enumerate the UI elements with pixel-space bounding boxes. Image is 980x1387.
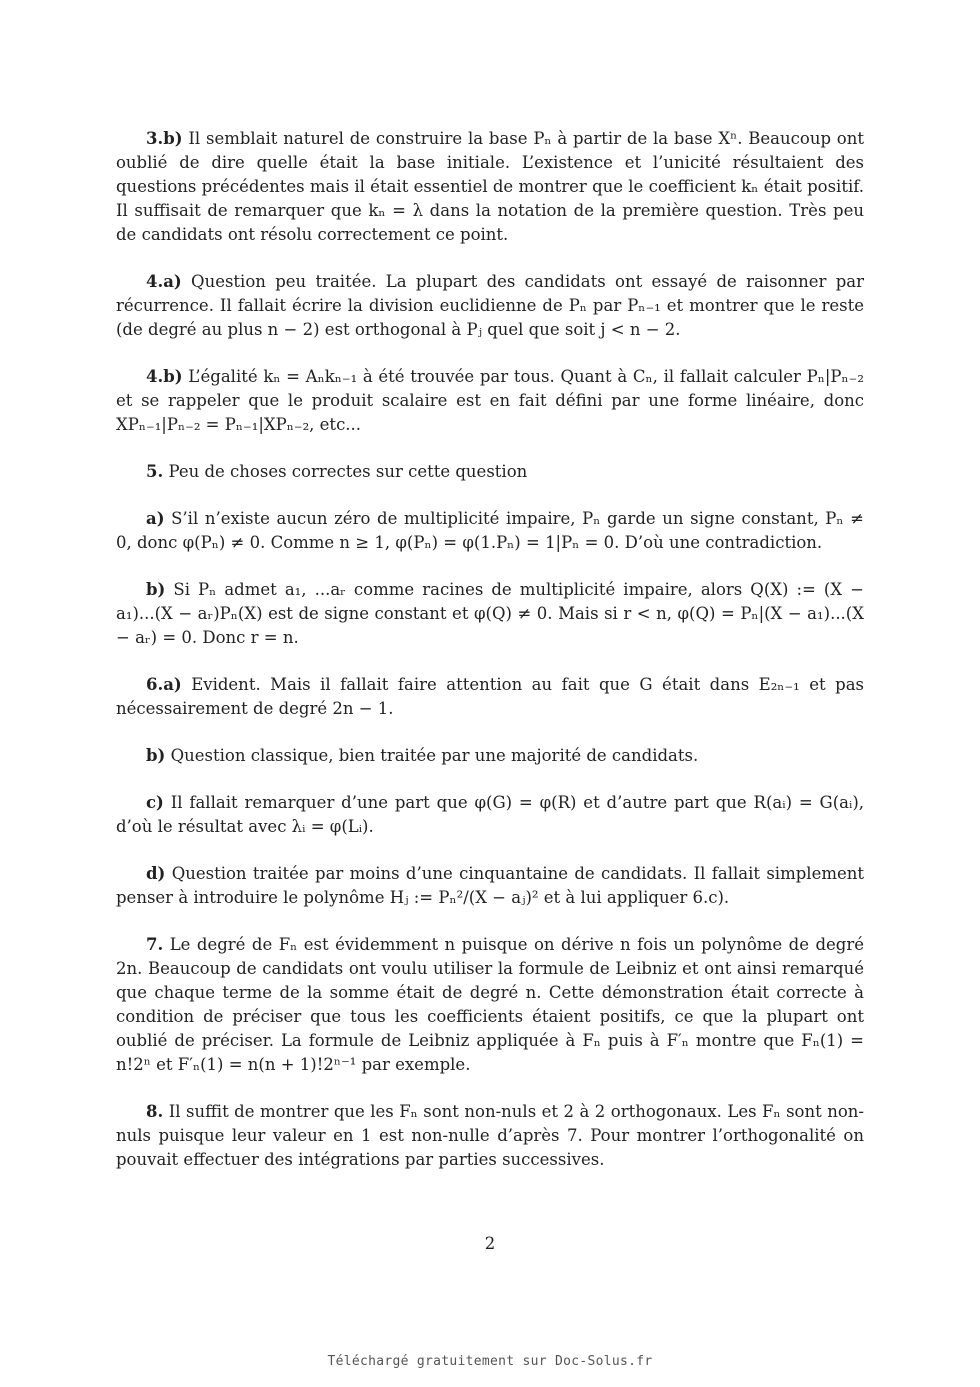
paragraph-label: b) [146, 746, 166, 765]
paragraph-text: Le degré de Fₙ est évidemment n puisque on dérive n fois un polynôme de degré 2n. Beaucoup de candidats ont voulu utiliser la formule de Leibniz et ont ainsi remarqué que chaque terme de la somme était de degré n. Cette démonstration était correcte à condition de préciser que tous les coefficients étaient positifs, ce que la plupart ont oublié de préciser. La formule de Leibniz appliquée à Fₙ puis à F′ₙ montre que Fₙ(1) = n!2ⁿ et F′ₙ(1) = n(n + 1)!2ⁿ⁻¹ par exemple. [116, 935, 864, 1074]
paragraph-6d [116, 862, 864, 910]
paragraph-label: c) [146, 793, 164, 812]
paragraph-text: S’il n’existe aucun zéro de multiplicité impaire, Pₙ garde un signe constant, Pₙ ≠ 0, donc φ(Pₙ) ≠ 0. Comme n ≥ 1, φ(Pₙ) = φ(1.Pₙ) = 1|Pₙ = 0. D’où une contradiction. [116, 509, 864, 552]
paragraph-label: 3.b) [146, 129, 183, 148]
paragraph-text: Peu de choses correctes sur cette question [163, 462, 528, 481]
paragraph-7 [116, 933, 864, 1077]
paragraph-label: 5. [146, 462, 164, 481]
paragraph-8 [116, 1100, 864, 1172]
paragraph-6c [116, 791, 864, 839]
paragraph-label: d) [146, 864, 166, 883]
paragraph-6b [116, 744, 864, 768]
paragraph-text: Il fallait remarquer d’une part que φ(G) = φ(R) et d’autre part que R(aᵢ) = G(aᵢ), d’où le résultat avec λᵢ = φ(Lᵢ). [116, 793, 864, 836]
paragraph-5a [116, 507, 864, 555]
paragraph-text: Il semblait naturel de construire la base Pₙ à partir de la base Xⁿ. Beaucoup ont oublié de dire quelle était la base initiale. L’existence et l’unicité résultaient des questions précédentes mais il était essentiel de montrer que le coefficient kₙ était positif. Il suffisait de remarquer que kₙ = λ dans la notation de la première question. Très peu de candidats ont résolu correctement ce point. [116, 129, 864, 244]
paragraph-text: Question peu traitée. La plupart des candidats ont essayé de raisonner par récurrence. Il fallait écrire la division euclidienne de Pₙ par Pₙ₋₁ et montrer que le reste (de degré au plus n − 2) est orthogonal à Pⱼ quel que soit j < n − 2. [116, 272, 864, 339]
download-footer: Téléchargé gratuitement sur Doc-Solus.fr [327, 1354, 653, 1369]
paragraph-text: Evident. Mais il fallait faire attention au fait que G était dans E₂ₙ₋₁ et pas nécessairement de degré 2n − 1. [116, 675, 864, 718]
paragraph-label: 4.b) [146, 367, 183, 386]
paragraph-text: Question classique, bien traitée par une majorité de candidats. [165, 746, 699, 765]
paragraph-label: b) [146, 580, 166, 599]
page-number: 2 [484, 1234, 496, 1253]
paragraph-5b [116, 578, 864, 650]
paragraph-text: Si Pₙ admet a₁, ...aᵣ comme racines de multiplicité impaire, alors Q(X) := (X − a₁)...(X − aᵣ)Pₙ(X) est de signe constant et φ(Q) ≠ 0. Mais si r < n, φ(Q) = Pₙ|(X − a₁)...(X − aᵣ) = 0. Donc r = n. [116, 580, 864, 647]
paragraph-text: Question traitée par moins d’une cinquantaine de candidats. Il fallait simplement penser à introduire le polynôme Hⱼ := Pₙ²/(X − aⱼ)² et à lui appliquer 6.c). [116, 864, 864, 907]
paragraph-6a [116, 673, 864, 721]
paragraph-4a [116, 270, 864, 342]
paragraph-4b [116, 365, 864, 437]
paragraph-label: 4.a) [146, 272, 182, 291]
document-body [116, 127, 864, 1195]
paragraph-label: 6.a) [146, 675, 182, 694]
paragraph-label: 7. [146, 935, 164, 954]
paragraph-text: Il suffit de montrer que les Fₙ sont non-nuls et 2 à 2 orthogonaux. Les Fₙ sont non-nuls puisque leur valeur en 1 est non-nulle d’après 7. Pour montrer l’orthogonalité on pouvait effectuer des intégrations par parties successives. [116, 1102, 864, 1169]
paragraph-3b [116, 127, 864, 247]
paragraph-5 [116, 460, 864, 484]
paragraph-label: 8. [146, 1102, 164, 1121]
paragraph-label: a) [146, 509, 165, 528]
paragraph-text: L’égalité kₙ = Aₙkₙ₋₁ à été trouvée par tous. Quant à Cₙ, il fallait calculer Pₙ|Pₙ₋₂ et se rappeler que le produit scalaire est en fait défini par une forme linéaire, donc XPₙ₋₁|Pₙ₋₂ = Pₙ₋₁|XPₙ₋₂, etc... [116, 367, 864, 434]
